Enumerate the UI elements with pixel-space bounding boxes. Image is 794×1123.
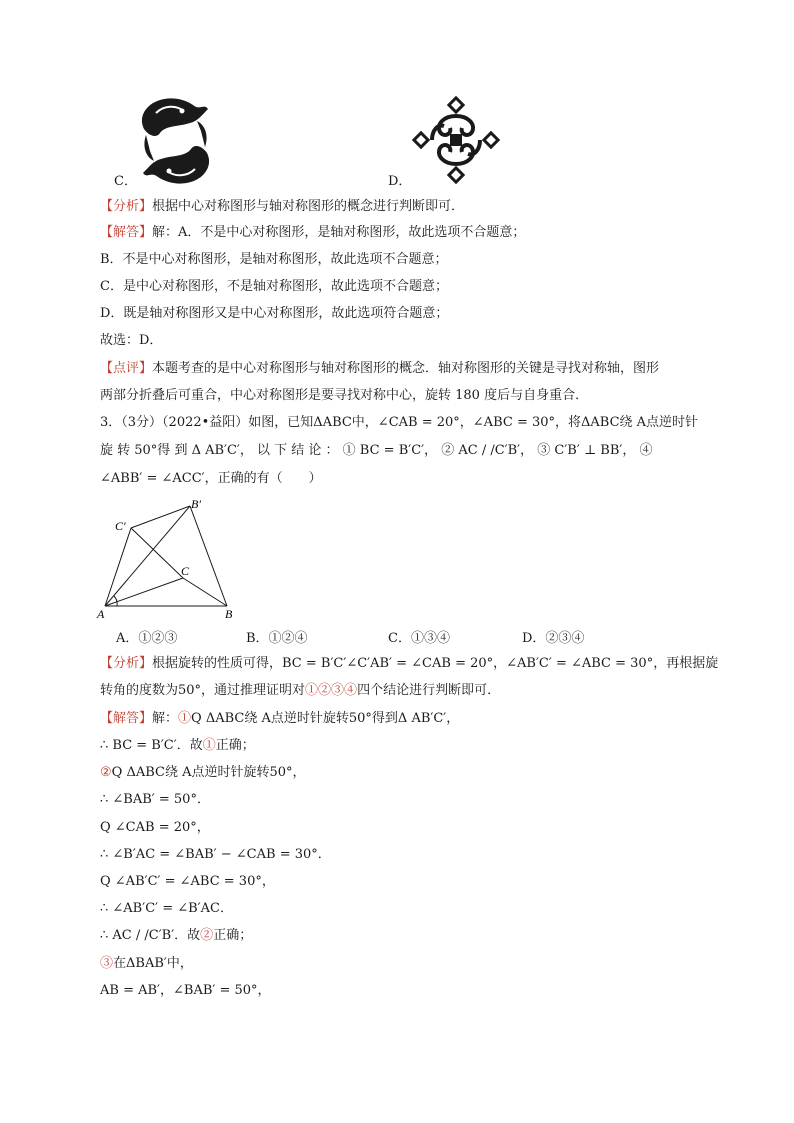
- step-marker: ①: [202, 738, 216, 753]
- q3-triangle-figure: [95, 498, 245, 623]
- label-b-prime: B′: [191, 497, 201, 511]
- answer-marker: ①: [178, 711, 192, 726]
- q3-analysis-cont: [100, 681, 500, 701]
- step-text: ∴ ∠BAB′ = 50°．: [100, 792, 210, 808]
- q2-analysis: [100, 197, 464, 217]
- q3-stem-line: ∠ABB′ = ∠ACC′，正确的有（ ）: [100, 471, 322, 486]
- analysis-tag: 【分析】: [100, 656, 153, 671]
- solution-step: [100, 845, 331, 865]
- q3-option-a[interactable]: A．①②③: [116, 631, 178, 646]
- option-c-figure: [138, 95, 213, 187]
- analysis-tag: 【分析】: [100, 199, 153, 214]
- answer-tag: 【解答】: [100, 225, 153, 240]
- step-text: 正确；: [213, 928, 253, 944]
- q2-answer-line: C．是中心对称图形，不是轴对称图形，故此选项不合题意；: [100, 279, 448, 294]
- q3-option-b[interactable]: B．①②④: [246, 631, 308, 646]
- q2-answer-line: B．不是中心对称图形，是轴对称图形，故此选项不合题意；: [100, 252, 448, 267]
- analysis-highlight: ①②③④: [305, 683, 358, 698]
- answer-text: 解：: [152, 711, 179, 726]
- step-text: Q ∠AB′C′ = ∠ABC = 30°，: [100, 874, 275, 889]
- label-b: B: [225, 607, 233, 621]
- step-text: AB = AB′，∠BAB′ = 50°，: [100, 982, 271, 998]
- analysis-text: 转角的度数为50°，通过推理证明对: [100, 683, 306, 698]
- step-text: ∴ ∠B′AC = ∠BAB′ − ∠CAB = 30°．: [100, 846, 331, 862]
- step-text: ∴ ∠AB′C′ = ∠B′AC．: [100, 901, 233, 917]
- solution-step: [100, 926, 252, 946]
- q2-comment-cont: 两部分折叠后可重合，中心对称图形是要寻找对称中心，旋转 180 度后与自身重合．: [100, 388, 589, 403]
- q3-option-c[interactable]: C．①③④: [388, 631, 450, 646]
- q3-stem-line: 3．（3分）（2022•益阳）如图，已知ΔABC中，∠CAB = 20°，∠ABC = 30°，将ΔABC绕 A点逆时针: [100, 415, 699, 430]
- label-a: A: [97, 607, 105, 621]
- q3-answer: [100, 709, 459, 729]
- solution-step: [100, 981, 271, 1001]
- label-c-prime: C′: [115, 519, 126, 533]
- comment-text: 本题考查的是中心对称图形与轴对称图形的概念．轴对称图形的关键是寻找对称轴，图形: [152, 361, 660, 376]
- answer-tag: 【解答】: [100, 711, 153, 726]
- step-marker: ③: [100, 955, 114, 971]
- q2-answer-line: [100, 223, 525, 243]
- q2-answer-line: D．既是轴对称图形又是中心对称图形，故此选项符合题意；: [100, 306, 449, 321]
- step-marker: ②: [200, 928, 214, 944]
- label-c: C: [181, 564, 190, 578]
- q3-option-d[interactable]: D．②③④: [522, 631, 585, 646]
- solution-step: [100, 818, 210, 838]
- analysis-text: 四个结论进行判断即可．: [357, 683, 501, 698]
- solution-step: [100, 763, 306, 783]
- analysis-text: 根据中心对称图形与轴对称图形的概念进行判断即可．: [152, 199, 465, 214]
- step-text: ∴ AC / /C′B′．故: [100, 928, 201, 944]
- step-marker: ②: [100, 765, 112, 781]
- option-d-figure: [414, 98, 498, 182]
- solution-step: [100, 954, 193, 974]
- step-text: 正确；: [215, 738, 255, 753]
- comment-tag: 【点评】: [100, 361, 153, 376]
- analysis-text: 根据旋转的性质可得，BC = B′C′∠C′AB′ = ∠CAB = 20°，∠AB′C′ = ∠ABC = 30°，再根据旋: [152, 656, 719, 671]
- q2-answer-line: 故选：D．: [100, 333, 163, 348]
- answer-text: Q ΔABC绕 A点逆时针旋转50°得到Δ AB′C′，: [191, 711, 460, 726]
- step-text: Q ΔABC绕 A点逆时针旋转50°，: [111, 765, 306, 781]
- solution-step: [100, 736, 255, 756]
- solution-step: [100, 899, 233, 919]
- q3-analysis: [100, 654, 718, 674]
- step-text: ∴ BC = B′C′．故: [100, 738, 203, 753]
- option-c-label: C．: [114, 174, 137, 189]
- option-d-label: D．: [388, 174, 412, 189]
- solution-step: [100, 790, 210, 810]
- step-text: Q ∠CAB = 20°，: [100, 819, 210, 835]
- step-text: 在ΔBAB′中，: [113, 955, 193, 971]
- q3-stem-line: 旋 转 50°得 到 Δ AB′C′， 以 下 结 论 ： ① BC = B′C′， ② AC / /C′B′， ③ C′B′ ⊥ BB′， ④: [100, 443, 653, 458]
- solution-step: [100, 872, 275, 892]
- answer-text: 解：A．不是中心对称图形，是轴对称图形，故此选项不合题意；: [152, 225, 526, 240]
- q2-comment: [100, 359, 659, 379]
